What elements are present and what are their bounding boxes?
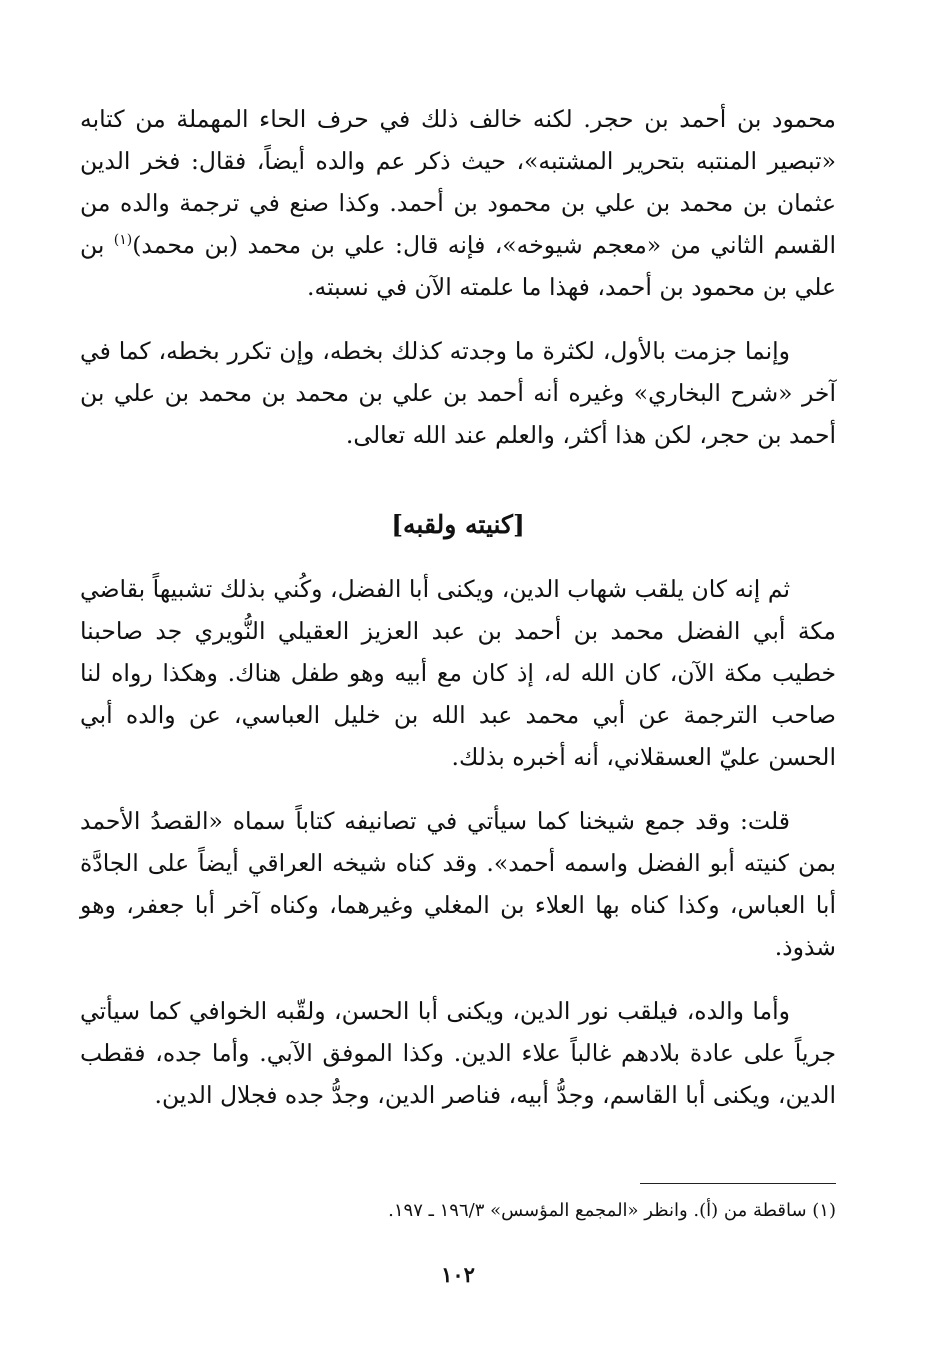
paragraph-1-line-5b: بن علي بن محمود بن أحمد، فهذا ما علمته الآن في نسبته. <box>80 231 836 301</box>
paragraph-3 <box>80 568 836 778</box>
footnote-reference: (١) <box>113 232 133 249</box>
paragraph-1-line-4: والده من القسم الثاني من «معجم شيوخه»، فإنه قال: علي بن محمد (بن <box>80 189 836 259</box>
paragraph-3-text: ثم إنه كان يلقب شهاب الدين، ويكنى أبا الفضل، وكُني بذلك تشبيهاً بقاضي مكة أبي الفضل محمد بن أحمد بن عبد العزيز العقيلي النُّويري جد صاحبنا خطيب مكة الآن، كان الله له، إذ كان مع أبيه وهو طفل هناك. وهكذا رواه لنا صاحب الترجمة عن أبي محمد عبد الله بن خليل العباسي، عن والده أبي الحسن عليّ العسقلاني، أنه أخبره بذلك. <box>80 575 836 771</box>
paragraph-2-text: وإنما جزمت بالأول، لكثرة ما وجدته كذلك بخطه، وإن تكرر بخطه، كما في آخر «شرح البخاري» وغيره أنه أحمد بن علي بن محمد بن محمد بن علي بن أحمد بن حجر، لكن هذا أكثر، والعلم عند الله تعالى. <box>80 337 836 449</box>
paragraph-4 <box>80 800 836 968</box>
section-heading: [كنيته ولقبه] <box>391 510 525 539</box>
page-number: ١٠٢ <box>441 1262 475 1287</box>
paragraph-1-line-2: كتابه «تبصير المنتبه بتحرير المشتبه»، حيث ذكر عم والده أيضاً، فقال: فخر <box>80 105 836 175</box>
paragraph-1-line-1: محمود بن أحمد بن حجر. لكنه خالف ذلك في حرف الحاء المهملة من <box>135 105 836 133</box>
paragraph-4-text: قلت: وقد جمع شيخنا كما سيأتي في تصانيفه كتاباً سماه «القصدُ الأحمد بمن كنيته أبو الفضل واسمه أحمد». وقد كناه شيخه العراقي أيضاً على الجادَّة أبا العباس، وكذا كناه بها العلاء بن المغلي وغيرهما، وكناه آخر أبا جعفر، وهو شذوذ. <box>80 807 836 961</box>
footnote-divider <box>640 1183 836 1184</box>
paragraph-1-line-3: الدين عثمان بن محمد بن علي بن محمود بن أحمد. وكذا صنع في ترجمة <box>80 147 836 217</box>
paragraph-1 <box>80 98 836 308</box>
paragraph-1-line-5a: محمد) <box>132 231 196 259</box>
paragraph-5 <box>80 990 836 1116</box>
paragraph-2 <box>80 330 836 456</box>
footnote: (١) ساقطة من (أ). وانظر «المجمع المؤسس» ١٩٦/٣ ـ ١٩٧. <box>388 1200 836 1221</box>
paragraph-5-text: وأما والده، فيلقب نور الدين، ويكنى أبا الحسن، ولقّبه الخوافي كما سيأتي جرياً على عادة بلادهم غالباً علاء الدين. وكذا الموفق الآبي. وأما جده، فقطب الدين، ويكنى أبا القاسم، وجدُّ أبيه، فناصر الدين، وجدُّ جده فجلال الدين. <box>80 997 836 1109</box>
